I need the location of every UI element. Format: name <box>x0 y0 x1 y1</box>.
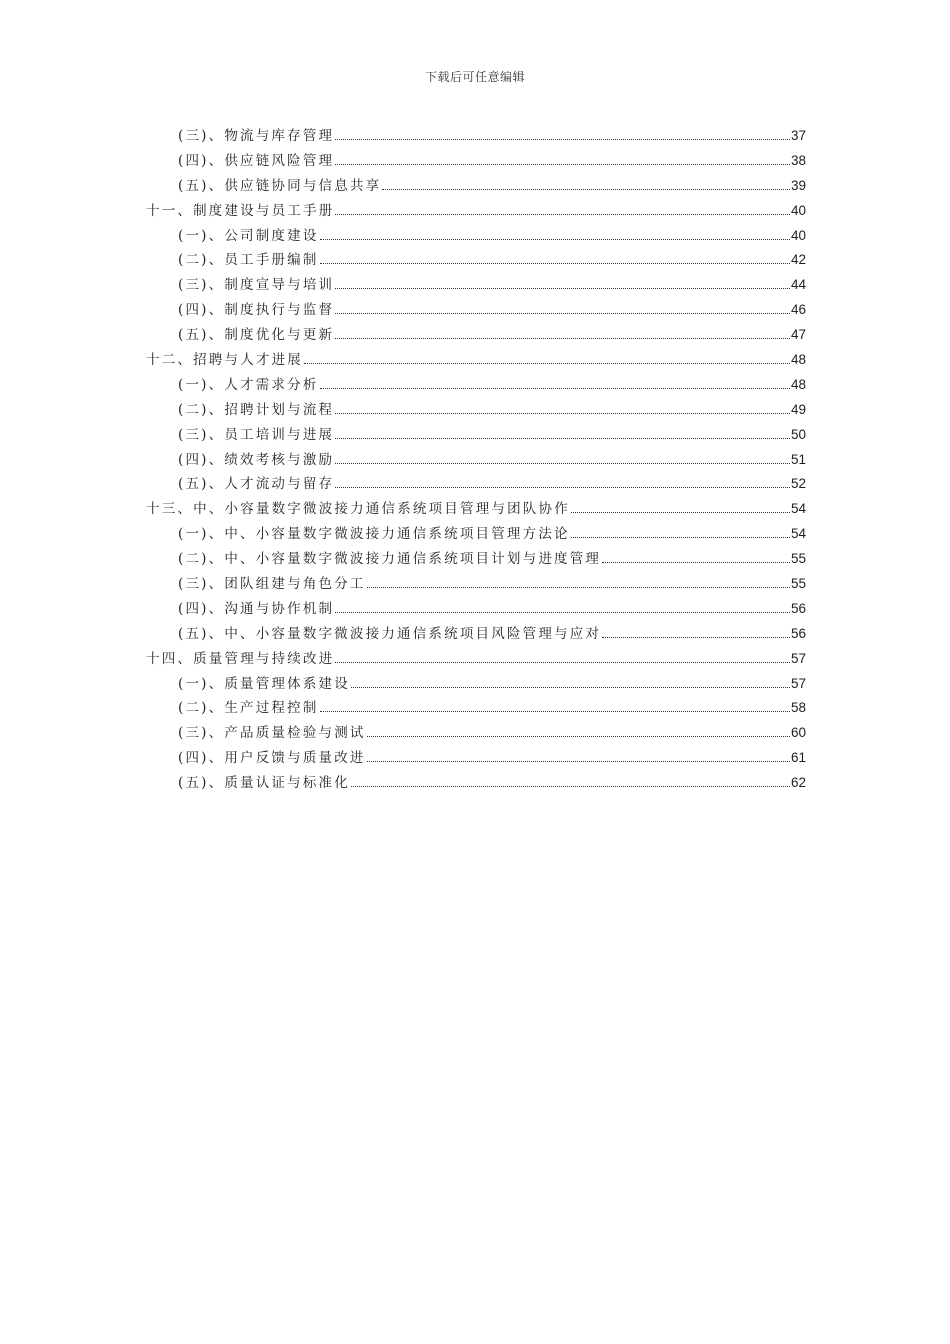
toc-chapter-row[interactable] <box>146 348 806 373</box>
toc-page-number: 50 <box>790 426 806 442</box>
toc-section-row[interactable] <box>146 746 806 771</box>
toc-entry-title: (一)、公司制度建设 <box>178 227 319 244</box>
toc-entry-title: (五)、中、小容量数字微波接力通信系统项目风险管理与应对 <box>178 625 602 642</box>
toc-section-row[interactable] <box>146 174 806 199</box>
toc-dot-leader <box>571 537 790 538</box>
toc-dot-leader <box>351 687 790 688</box>
toc-dot-leader <box>304 363 790 364</box>
toc-page-number: 49 <box>790 401 806 417</box>
toc-entry-title: (三)、产品质量检验与测试 <box>178 725 366 742</box>
toc-section-row[interactable] <box>146 373 806 398</box>
toc-dot-leader <box>335 338 790 339</box>
toc-entry-title: 十一、制度建设与员工手册 <box>146 202 335 219</box>
toc-dot-leader <box>320 711 790 712</box>
toc-dot-leader <box>602 562 790 563</box>
toc-page-number: 48 <box>790 376 806 392</box>
toc-dot-leader <box>335 139 790 140</box>
toc-entry-title: 十二、招聘与人才进展 <box>146 352 303 369</box>
toc-page-number: 52 <box>790 476 806 492</box>
toc-section-row[interactable] <box>146 522 806 547</box>
toc-section-row[interactable] <box>146 597 806 622</box>
toc-entry-title: (二)、生产过程控制 <box>178 700 319 717</box>
toc-entry-title: (三)、物流与库存管理 <box>178 128 335 144</box>
toc-page-number: 51 <box>790 451 806 467</box>
toc-page-number: 40 <box>790 227 806 243</box>
toc-entry-title: (一)、质量管理体系建设 <box>178 675 350 692</box>
toc-dot-leader <box>320 263 790 264</box>
table-of-contents <box>146 124 806 796</box>
toc-dot-leader <box>335 463 790 464</box>
toc-page-number: 55 <box>790 576 806 592</box>
toc-page-number: 40 <box>790 202 806 218</box>
toc-section-row[interactable] <box>146 622 806 647</box>
toc-entry-title: (三)、员工培训与进展 <box>178 426 335 443</box>
toc-entry-title: (四)、绩效考核与激励 <box>178 451 335 468</box>
toc-entry-title: (三)、制度宣导与培训 <box>178 277 335 294</box>
toc-page-number: 44 <box>790 277 806 293</box>
toc-dot-leader <box>335 313 790 314</box>
toc-dot-leader <box>335 164 790 165</box>
toc-dot-leader <box>602 637 790 638</box>
toc-entry-title: (一)、中、小容量数字微波接力通信系统项目管理方法论 <box>178 526 570 543</box>
toc-page-number: 54 <box>790 501 806 517</box>
toc-page-number: 37 <box>790 128 806 143</box>
toc-entry-title: (二)、招聘计划与流程 <box>178 401 335 418</box>
toc-dot-leader <box>320 388 790 389</box>
toc-page-number: 56 <box>790 625 806 641</box>
toc-dot-leader <box>335 288 790 289</box>
toc-dot-leader <box>351 786 790 787</box>
toc-dot-leader <box>335 214 790 215</box>
toc-entry-title: (四)、制度执行与监督 <box>178 302 335 319</box>
toc-page-number: 46 <box>790 302 806 318</box>
toc-entry-title: (一)、人才需求分析 <box>178 376 319 393</box>
toc-chapter-row[interactable] <box>146 199 806 224</box>
toc-dot-leader <box>382 189 790 190</box>
toc-section-row[interactable] <box>146 672 806 697</box>
toc-entry-title: (五)、制度优化与更新 <box>178 327 335 344</box>
toc-page-number: 42 <box>790 252 806 268</box>
toc-dot-leader <box>320 239 790 240</box>
toc-section-row[interactable] <box>146 124 806 149</box>
toc-entry-title: (四)、沟通与协作机制 <box>178 600 335 617</box>
toc-dot-leader <box>335 662 790 663</box>
toc-page-number: 57 <box>790 675 806 691</box>
toc-page-number: 39 <box>790 177 806 193</box>
toc-entry-title: 十三、中、小容量数字微波接力通信系统项目管理与团队协作 <box>146 501 570 518</box>
toc-section-row[interactable] <box>146 472 806 497</box>
toc-page-number: 60 <box>790 725 806 741</box>
toc-page-number: 56 <box>790 600 806 616</box>
toc-section-row[interactable] <box>146 572 806 597</box>
toc-page-number: 48 <box>790 352 806 368</box>
toc-page-number: 58 <box>790 700 806 716</box>
toc-chapter-row[interactable] <box>146 497 806 522</box>
page-header: 下载后可任意编辑 <box>424 70 525 84</box>
toc-page-number: 61 <box>790 750 806 766</box>
toc-section-row[interactable] <box>146 448 806 473</box>
toc-dot-leader <box>571 512 790 513</box>
toc-dot-leader <box>335 487 790 488</box>
toc-page-number: 55 <box>790 551 806 567</box>
toc-section-row[interactable] <box>146 547 806 572</box>
toc-entry-title: (二)、中、小容量数字微波接力通信系统项目计划与进度管理 <box>178 551 602 568</box>
toc-dot-leader <box>335 413 790 414</box>
toc-entry-title: (五)、人才流动与留存 <box>178 476 335 493</box>
toc-dot-leader <box>367 761 790 762</box>
toc-section-row[interactable] <box>146 423 806 448</box>
toc-section-row[interactable] <box>146 298 806 323</box>
toc-dot-leader <box>335 612 790 613</box>
toc-section-row[interactable] <box>146 248 806 273</box>
toc-chapter-row[interactable] <box>146 647 806 672</box>
toc-entry-title: (四)、供应链风险管理 <box>178 152 335 169</box>
toc-entry-title: (五)、质量认证与标准化 <box>178 775 350 792</box>
toc-section-row[interactable] <box>146 224 806 249</box>
toc-dot-leader <box>367 587 790 588</box>
toc-page-number: 47 <box>790 327 806 343</box>
toc-section-row[interactable] <box>146 398 806 423</box>
toc-entry-title: (五)、供应链协同与信息共享 <box>178 177 382 194</box>
toc-section-row[interactable] <box>146 149 806 174</box>
toc-entry-title: (四)、用户反馈与质量改进 <box>178 750 366 767</box>
toc-page-number: 62 <box>790 775 806 791</box>
toc-section-row[interactable] <box>146 273 806 298</box>
toc-page-number: 38 <box>790 152 806 168</box>
toc-dot-leader <box>367 736 790 737</box>
toc-entry-title: (三)、团队组建与角色分工 <box>178 576 366 593</box>
toc-page-number: 54 <box>790 526 806 542</box>
toc-dot-leader <box>335 438 790 439</box>
toc-section-row[interactable] <box>146 771 806 796</box>
toc-section-row[interactable] <box>146 696 806 721</box>
toc-section-row[interactable] <box>146 721 806 746</box>
toc-page-number: 57 <box>790 650 806 666</box>
toc-entry-title: (二)、员工手册编制 <box>178 252 319 269</box>
toc-entry-title: 十四、质量管理与持续改进 <box>146 650 335 667</box>
toc-section-row[interactable] <box>146 323 806 348</box>
